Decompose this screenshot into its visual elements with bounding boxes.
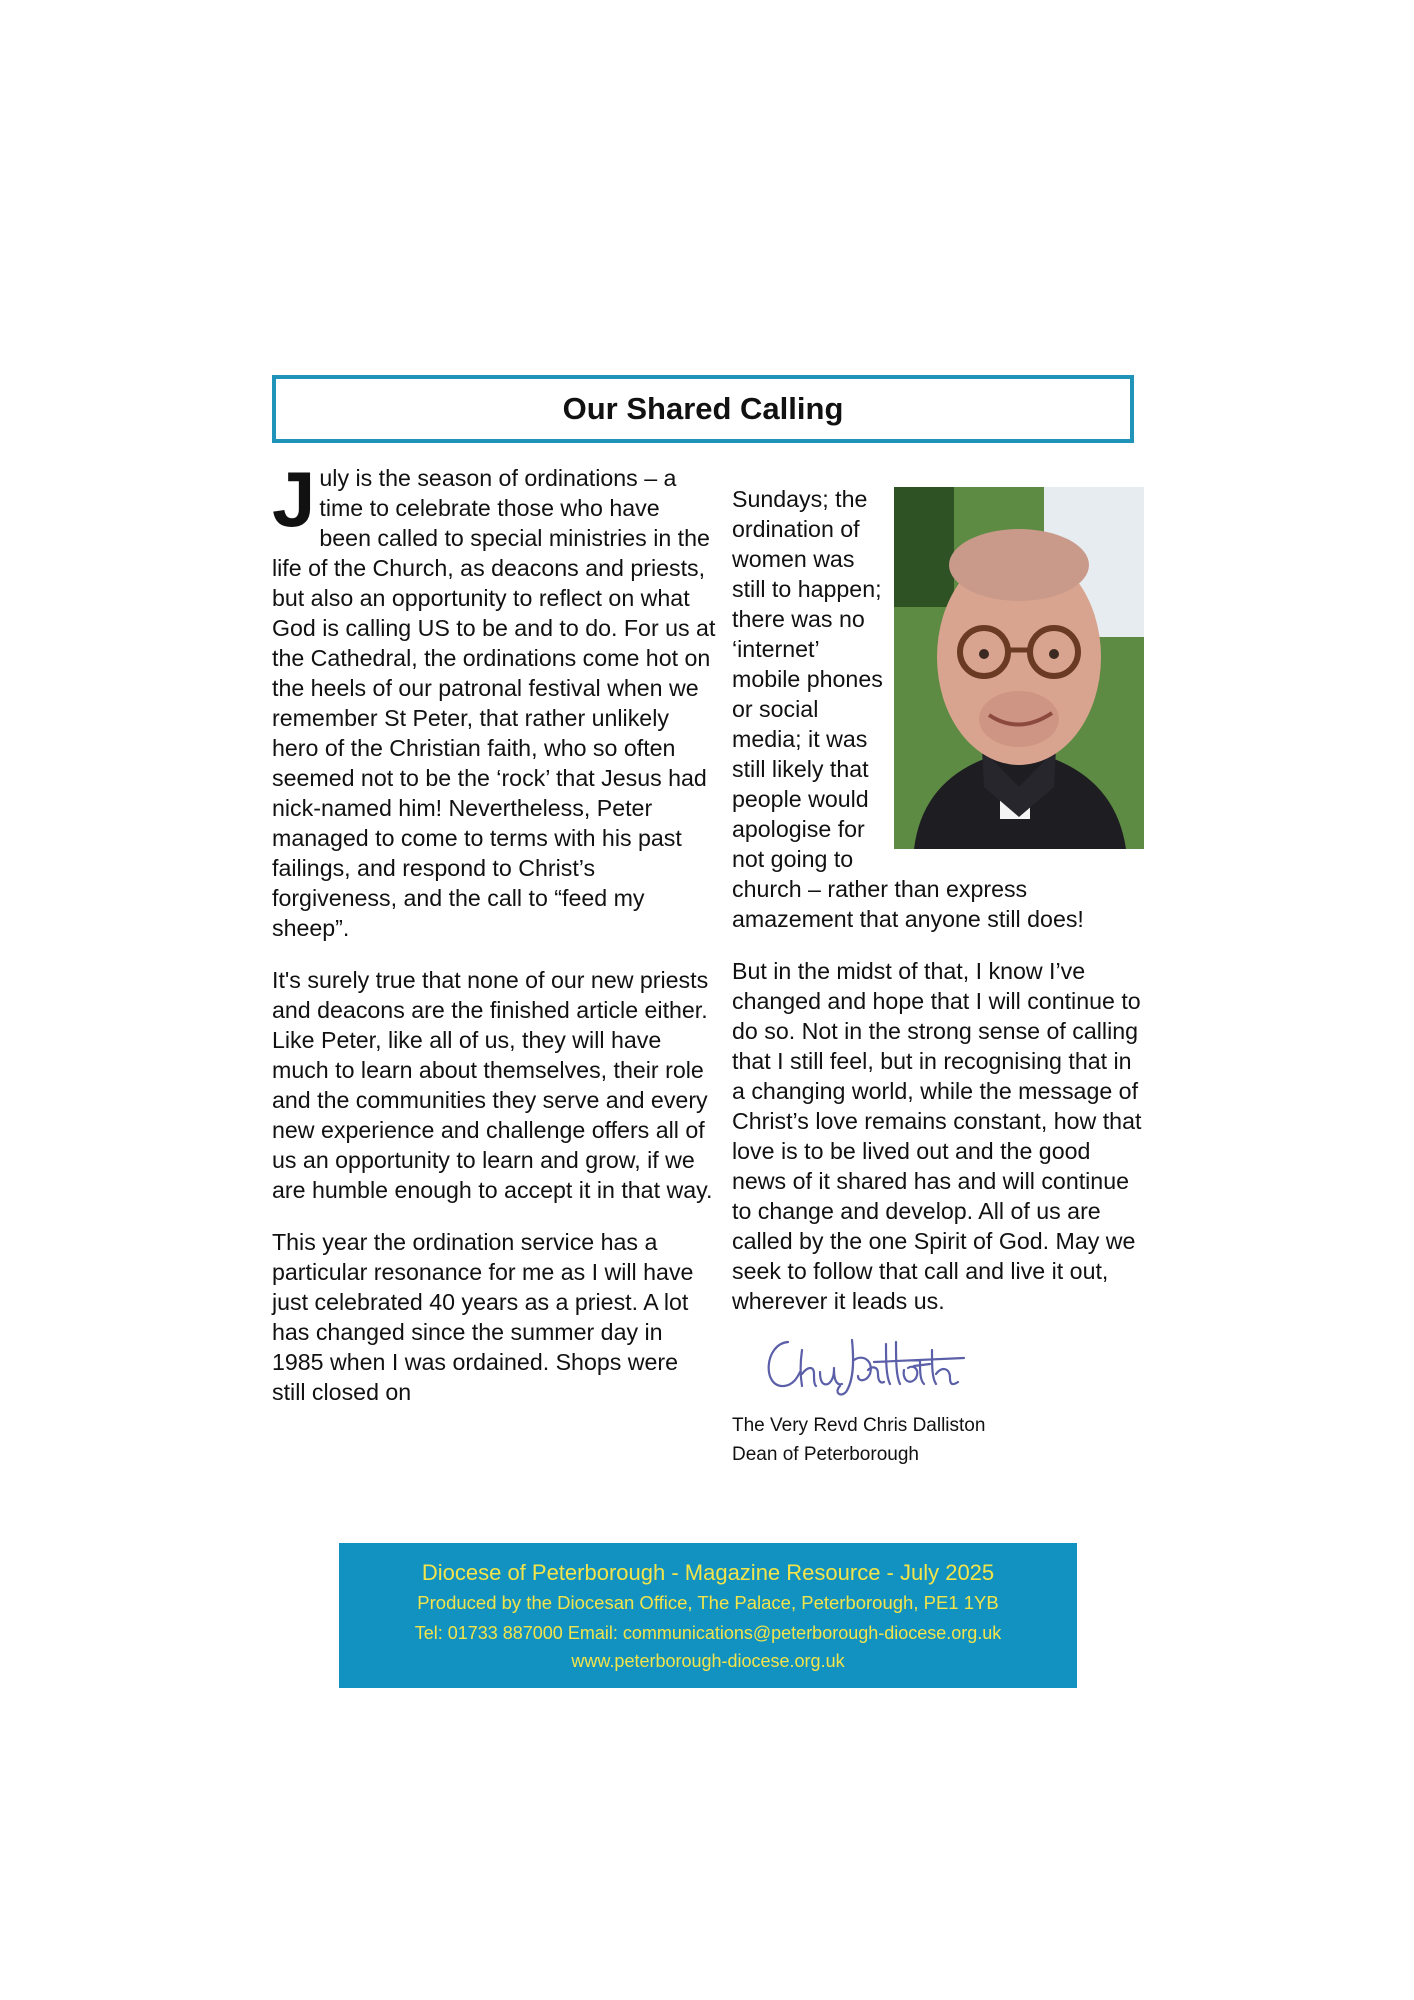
paragraph-1-text: uly is the season of ordinations – a time to celebrate those who have been called to special ministries in the life of the Church, as deacons and priests, but also an opportunity to reflect on what God is calling US to be and to do. For us at the Cathedral, the ordinations come hot on the heels of our patronal festival when we remember St Peter, that rather unlikely hero of the Christian faith, who so often seemed not to be the ‘rock’ that Jesus had nick-named him! Nevertheless, Peter managed to come to terms with his past failings, and respond to Christ’s forgiveness, and the call to “feed my sheep”. bbox=[272, 465, 716, 941]
paragraph-5: But in the midst of that, I know I’ve changed and hope that I will continue to do so. Not in the strong sense of calling that I still feel, but in recognising that in a changing world, while the message of Christ’s love remains constant, how that love is to be lived out and the good news of it shared has and will continue to change and develop. All of us are called by the one Spirit of God. May we seek to follow that call and live it out, wherever it leads us. bbox=[732, 958, 1142, 1314]
footer-website: www.peterborough-diocese.org.uk bbox=[571, 1651, 845, 1671]
footer-banner bbox=[339, 1543, 1077, 1688]
footer-title: Diocese of Peterborough - Magazine Resource - July 2025 bbox=[421, 1560, 995, 1585]
footer-contact: Tel: 01733 887000 Email: communications@peterborough-diocese.org.uk bbox=[414, 1623, 1002, 1643]
article-title-box bbox=[272, 375, 1134, 443]
drop-cap: J bbox=[272, 455, 316, 543]
paragraph-3: This year the ordination service has a particular resonance for me as I will have just celebrated 40 years as a priest. A lot has changed since the summer day in 1985 when I was ordained. Shops were still closed on bbox=[272, 1229, 694, 1405]
paragraph-4: Sundays; the ordination of women was still to happen; there was no ‘internet’ mobile phones or social media; it was still likely that people would apologise for not going to church – rather than express amazement that anyone still does! bbox=[732, 486, 1084, 932]
paragraph-2: It's surely true that none of our new priests and deacons are the finished article either. Like Peter, like all of us, they will have much to learn about themselves, their role and the communities they serve and every new experience and challenge offers all of us an opportunity to learn and grow, if we are humble enough to accept it in that way. bbox=[272, 967, 713, 1203]
right-column bbox=[732, 484, 1142, 1469]
article-title: Our Shared Calling bbox=[562, 391, 844, 426]
footer-address: Produced by the Diocesan Office, The Palace, Peterborough, PE1 1YB bbox=[417, 1592, 999, 1613]
paragraph-1 bbox=[272, 455, 717, 943]
left-column bbox=[272, 455, 717, 1407]
dean-portrait-photo bbox=[894, 487, 1144, 849]
author-name: The Very Revd Chris Dalliston bbox=[732, 1415, 986, 1436]
author-role: Dean of Peterborough bbox=[732, 1444, 919, 1465]
signature-image bbox=[754, 1330, 1142, 1407]
